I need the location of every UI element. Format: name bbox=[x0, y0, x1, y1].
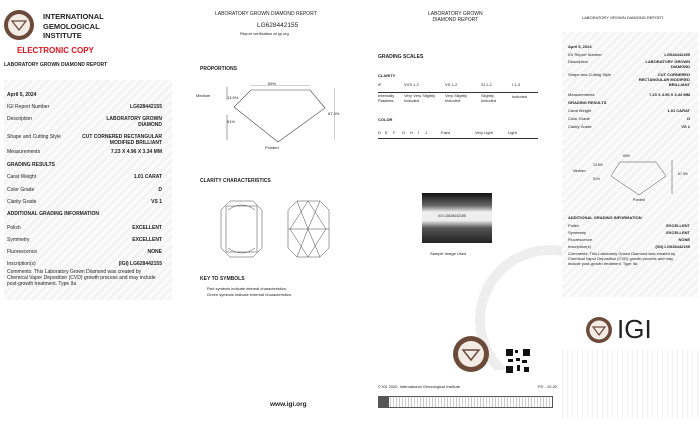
symmetry-row: Symmetry EXCELLENT bbox=[7, 237, 162, 243]
right-depth-percent: 67.3% bbox=[678, 172, 688, 176]
verification-link[interactable]: Report verification at igi.org bbox=[240, 31, 289, 36]
key-lines: Red symbols indicate internal characteristics. Green symbols indicate external characteristics. bbox=[207, 286, 292, 297]
comments: Comments: This Laboratory Grown Diamond was created by Chemical Vapor Deposition (CVD) growth process and may include post-growth treatment. Type IIa bbox=[7, 269, 156, 287]
right-carat-row: Carat Weight 1.01 CARAT bbox=[568, 108, 690, 113]
carat-row: Carat Weight 1.01 CARAT bbox=[7, 174, 162, 180]
right-color-row: Color Grade D bbox=[568, 116, 690, 121]
right-clarity-row: Clarity Grade VS 1 bbox=[568, 124, 690, 129]
form-code: FD - 10.20 bbox=[538, 384, 557, 389]
girdle-label: Medium bbox=[196, 93, 211, 98]
crown-percent: 13.5% bbox=[227, 95, 239, 100]
right-grading-heading: GRADING RESULTS bbox=[568, 100, 607, 105]
right-additional-heading: ADDITIONAL GRADING INFORMATION bbox=[568, 215, 642, 220]
key-to-symbols-heading: KEY TO SYMBOLS bbox=[200, 276, 245, 282]
clarity-row: Clarity Grade VS 1 bbox=[7, 199, 162, 205]
right-panel bbox=[562, 32, 698, 297]
date-row: April 5, 2024 bbox=[7, 92, 37, 98]
clarity-characteristics-heading: CLARITY CHARACTERISTICS bbox=[200, 178, 271, 184]
clarity-plot-diagram bbox=[220, 200, 335, 260]
clarity-scale: IF VVS 1-2 VS 1-2 SI 1-2 I 1-3 Internally Flawless Very Very Slightly Included Very Slightly Included Slightly Included Included bbox=[378, 82, 538, 102]
culet-label: Pointed bbox=[265, 145, 279, 150]
igi-logo-text: IGI bbox=[617, 314, 652, 344]
polish-row: Polish EXCELLENT bbox=[7, 225, 162, 231]
security-notice-bar bbox=[378, 396, 553, 408]
copyright: © IGI 2020, International Gemological Institute bbox=[378, 384, 461, 389]
scales-title: LABORATORY GROWN DIAMOND REPORT bbox=[428, 11, 483, 23]
org-name: INTERNATIONAL GEMOLOGICAL INSTITUTE bbox=[43, 12, 104, 40]
sample-caption: Sample Image Used bbox=[430, 251, 467, 256]
right-report-number-row: IGI Report Number LG628442155 bbox=[568, 52, 690, 57]
right-girdle-label: Medium bbox=[573, 169, 586, 173]
website-link[interactable]: www.igi.org bbox=[270, 401, 307, 408]
right-pavilion-percent: 51% bbox=[593, 177, 601, 181]
right-measurements-row: Measurements 7.23 X 4.96 X 3.34 MM bbox=[568, 92, 690, 97]
right-shape-row: Shape and Cutting Style CUT CORNERED RECTANGULAR MODIFIED BRILLIANT bbox=[568, 72, 690, 87]
right-table-percent: 65% bbox=[623, 154, 631, 158]
description-row: Description LABORATORY GROWN DIAMOND bbox=[7, 116, 162, 128]
right-description-row: Description LABORATORY GROWN DIAMOND bbox=[568, 59, 690, 69]
igi-seal-icon bbox=[452, 335, 490, 373]
right-crown-percent: 13.5% bbox=[593, 163, 603, 167]
report-title: LABORATORY GROWN DIAMOND REPORT bbox=[4, 62, 108, 68]
rotated-summary-strip bbox=[562, 350, 698, 418]
qr-code-icon[interactable] bbox=[505, 348, 531, 374]
color-scale-heading: COLOR bbox=[378, 117, 393, 122]
proportions-diagram bbox=[225, 85, 335, 150]
depth-percent: 67.3% bbox=[328, 111, 340, 116]
right-date-row: April 5, 2024 bbox=[568, 44, 592, 49]
right-fluorescence-row: Fluorescence NONE bbox=[568, 237, 690, 242]
measurements-row: Measurements 7.23 X 4.96 X 3.34 MM bbox=[7, 149, 162, 155]
clarity-scale-heading: CLARITY bbox=[378, 73, 396, 78]
shape-row: Shape and Cutting Style CUT CORNERED RECTANGULAR MODIFIED BRILLIANT bbox=[7, 134, 162, 146]
right-symmetry-row: Symmetry EXCELLENT bbox=[568, 230, 690, 235]
igi-seal-logo bbox=[3, 9, 35, 41]
inscription-row: Inscription(s) (IGI) LG628442155 bbox=[7, 261, 162, 267]
fluorescence-row: Fluorescence NONE bbox=[7, 249, 162, 255]
lock-icon bbox=[379, 397, 389, 407]
report-number-row: IGI Report Number LG628442155 bbox=[7, 104, 162, 110]
right-inscription-row: Inscription(s) (IGI) LG628442155 bbox=[568, 244, 690, 249]
report-number: LG628442155 bbox=[257, 22, 299, 29]
pavilion-percent: 51% bbox=[227, 119, 236, 124]
right-culet-label: Pointed bbox=[633, 198, 645, 202]
table-percent: 65% bbox=[268, 81, 277, 86]
left-panel bbox=[4, 80, 172, 300]
middle-title: LABORATORY GROWN DIAMOND REPORT bbox=[215, 11, 317, 17]
right-comments: Comments: This Laboratory Grown Diamond was created by Chemical Vapor Deposition (CVD) growth process and may include post-growth treatment. Type IIa bbox=[568, 251, 676, 266]
proportions-heading: PROPORTIONS bbox=[200, 66, 237, 72]
igi-logo-seal bbox=[585, 316, 613, 344]
grading-scales-heading: GRADING SCALES bbox=[378, 54, 424, 60]
color-row: Color Grade D bbox=[7, 187, 162, 193]
right-proportions-diagram bbox=[606, 158, 676, 198]
additional-heading: ADDITIONAL GRADING INFORMATION bbox=[7, 211, 100, 217]
right-title: LABORATORY GROWN DIAMOND REPORT bbox=[582, 15, 664, 20]
electronic-copy: ELECTRONIC COPY bbox=[17, 46, 94, 55]
sample-inscription-image: IGI LG628442155 bbox=[422, 193, 492, 243]
right-polish-row: Polish EXCELLENT bbox=[568, 223, 690, 228]
grading-heading: GRADING RESULTS bbox=[7, 162, 55, 168]
